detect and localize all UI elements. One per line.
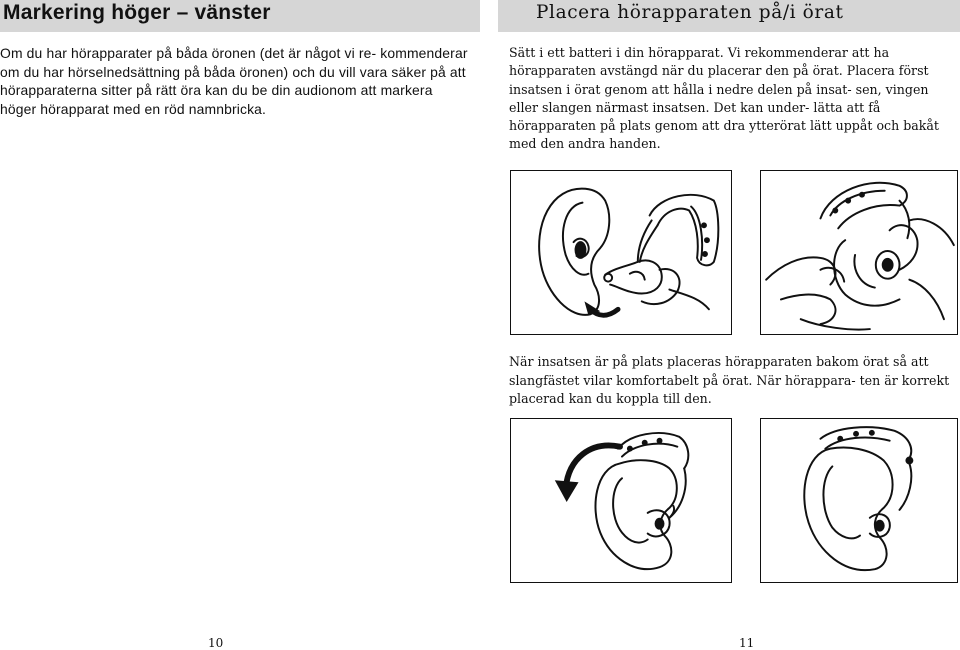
right-page-body-1 — [509, 44, 957, 154]
right-page-heading: Placera hörapparaten på/i örat — [536, 2, 844, 23]
right-page-paragraph-1: Sätt i ett batteri i din hörapparat. Vi rekommenderar att ha hörapparaten avstängd när du placerar den på örat. Placera först insatsen i örat genom att hålla i nedre delen på insat- sen, vingen eller slangen närmast insatsen. Det kan under- lätta att få hörapparaten på plats genom att dra ytterörat lätt uppåt och bakåt med den andra handen. — [509, 45, 939, 152]
hand-inserting-earpiece-icon — [760, 170, 958, 335]
right-page-number: 11 — [739, 636, 755, 650]
left-page-number: 10 — [208, 636, 224, 650]
ear-with-hearing-aid-fitted-icon — [760, 418, 958, 583]
left-page-header-band — [0, 0, 480, 32]
left-page-paragraph: Om du har hörapparater på båda öronen (det är något vi re- kommenderar om du har hörselnedsättning på båda öronen) och du vill vara säker på att hörapparaterna sitter på rätt öra kan du be din audionom att markera höger hörapparat med en röd namnbricka. — [0, 45, 468, 117]
left-page-heading: Markering höger – vänster — [3, 1, 271, 24]
ear-with-hearing-aid-arrow-icon — [510, 418, 732, 583]
ear-insert-placement-icon — [510, 170, 732, 335]
right-page-body-2 — [509, 353, 957, 409]
right-page-header-band — [498, 0, 960, 32]
left-page-body — [0, 44, 470, 118]
right-page-paragraph-2: När insatsen är på plats placeras hörapparaten bakom örat så att slangfästet vilar komfortabelt på örat. När hörappara- ten är korrekt placerad kan du koppla till den. — [509, 354, 950, 407]
